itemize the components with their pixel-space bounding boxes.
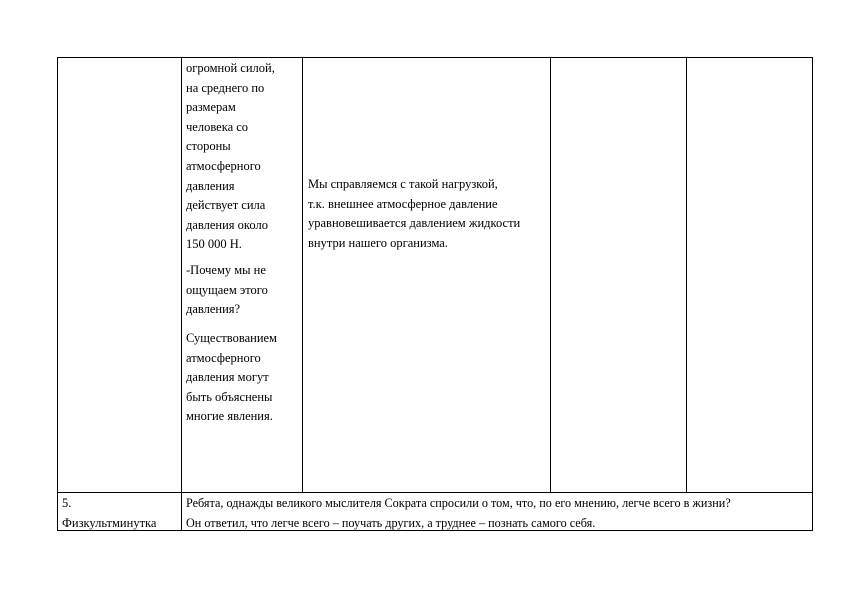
conclusion-line: атмосферного: [186, 350, 261, 365]
question-line: -Почему мы не: [186, 263, 266, 277]
column-divider-3: [550, 57, 551, 493]
stage-name: Физкультминутка: [62, 515, 157, 530]
explanation-line: огромной силой,: [186, 61, 275, 75]
stage-content-cell: [186, 494, 731, 533]
explanation-line: давления: [186, 178, 235, 193]
explanation-line: размерам: [186, 100, 236, 115]
table-left-border: [57, 57, 58, 531]
row-divider: [57, 492, 813, 493]
question-line: ощущаем этого: [186, 282, 268, 297]
cell-answer-text: [308, 175, 520, 253]
answer-line: внутри нашего организма.: [308, 235, 448, 250]
conclusion-line: многие явления.: [186, 409, 273, 424]
column-divider-4: [686, 57, 687, 493]
answer-line: Мы справляемся с такой нагрузкой,: [308, 177, 498, 191]
answer-line: уравновешивается давлением жидкости: [308, 216, 521, 231]
cell-explanation-text: [186, 59, 275, 255]
stage-content-line: Он ответил, что легче всего – поучать других, а труднее – познать самого себя.: [186, 515, 596, 530]
table-right-border: [812, 57, 813, 531]
explanation-line: действует сила: [186, 198, 266, 213]
explanation-line: стороны: [186, 139, 231, 154]
explanation-line: на среднего по: [186, 80, 265, 95]
stage-cell: [62, 494, 156, 533]
stage-content-line: Ребята, однажды великого мыслителя Сократа спросили о том, что, по его мнению, легче всего в жизни?: [186, 496, 731, 510]
cell-question-text: [186, 261, 268, 320]
conclusion-line: быть объяснены: [186, 389, 273, 404]
table-top-border: [57, 57, 813, 58]
stage-number: 5.: [62, 496, 72, 510]
column-divider-2: [302, 57, 303, 493]
conclusion-line: давления могут: [186, 370, 269, 385]
explanation-line: 150 000 Н.: [186, 237, 242, 252]
question-line: давления?: [186, 302, 241, 317]
answer-line: т.к. внешнее атмосферное давление: [308, 196, 498, 211]
explanation-line: атмосферного: [186, 158, 261, 173]
explanation-line: давления около: [186, 217, 268, 232]
cell-conclusion-text: [186, 329, 277, 427]
explanation-line: человека со: [186, 119, 249, 134]
conclusion-line: Существованием: [186, 331, 277, 345]
column-divider-1: [181, 57, 182, 531]
